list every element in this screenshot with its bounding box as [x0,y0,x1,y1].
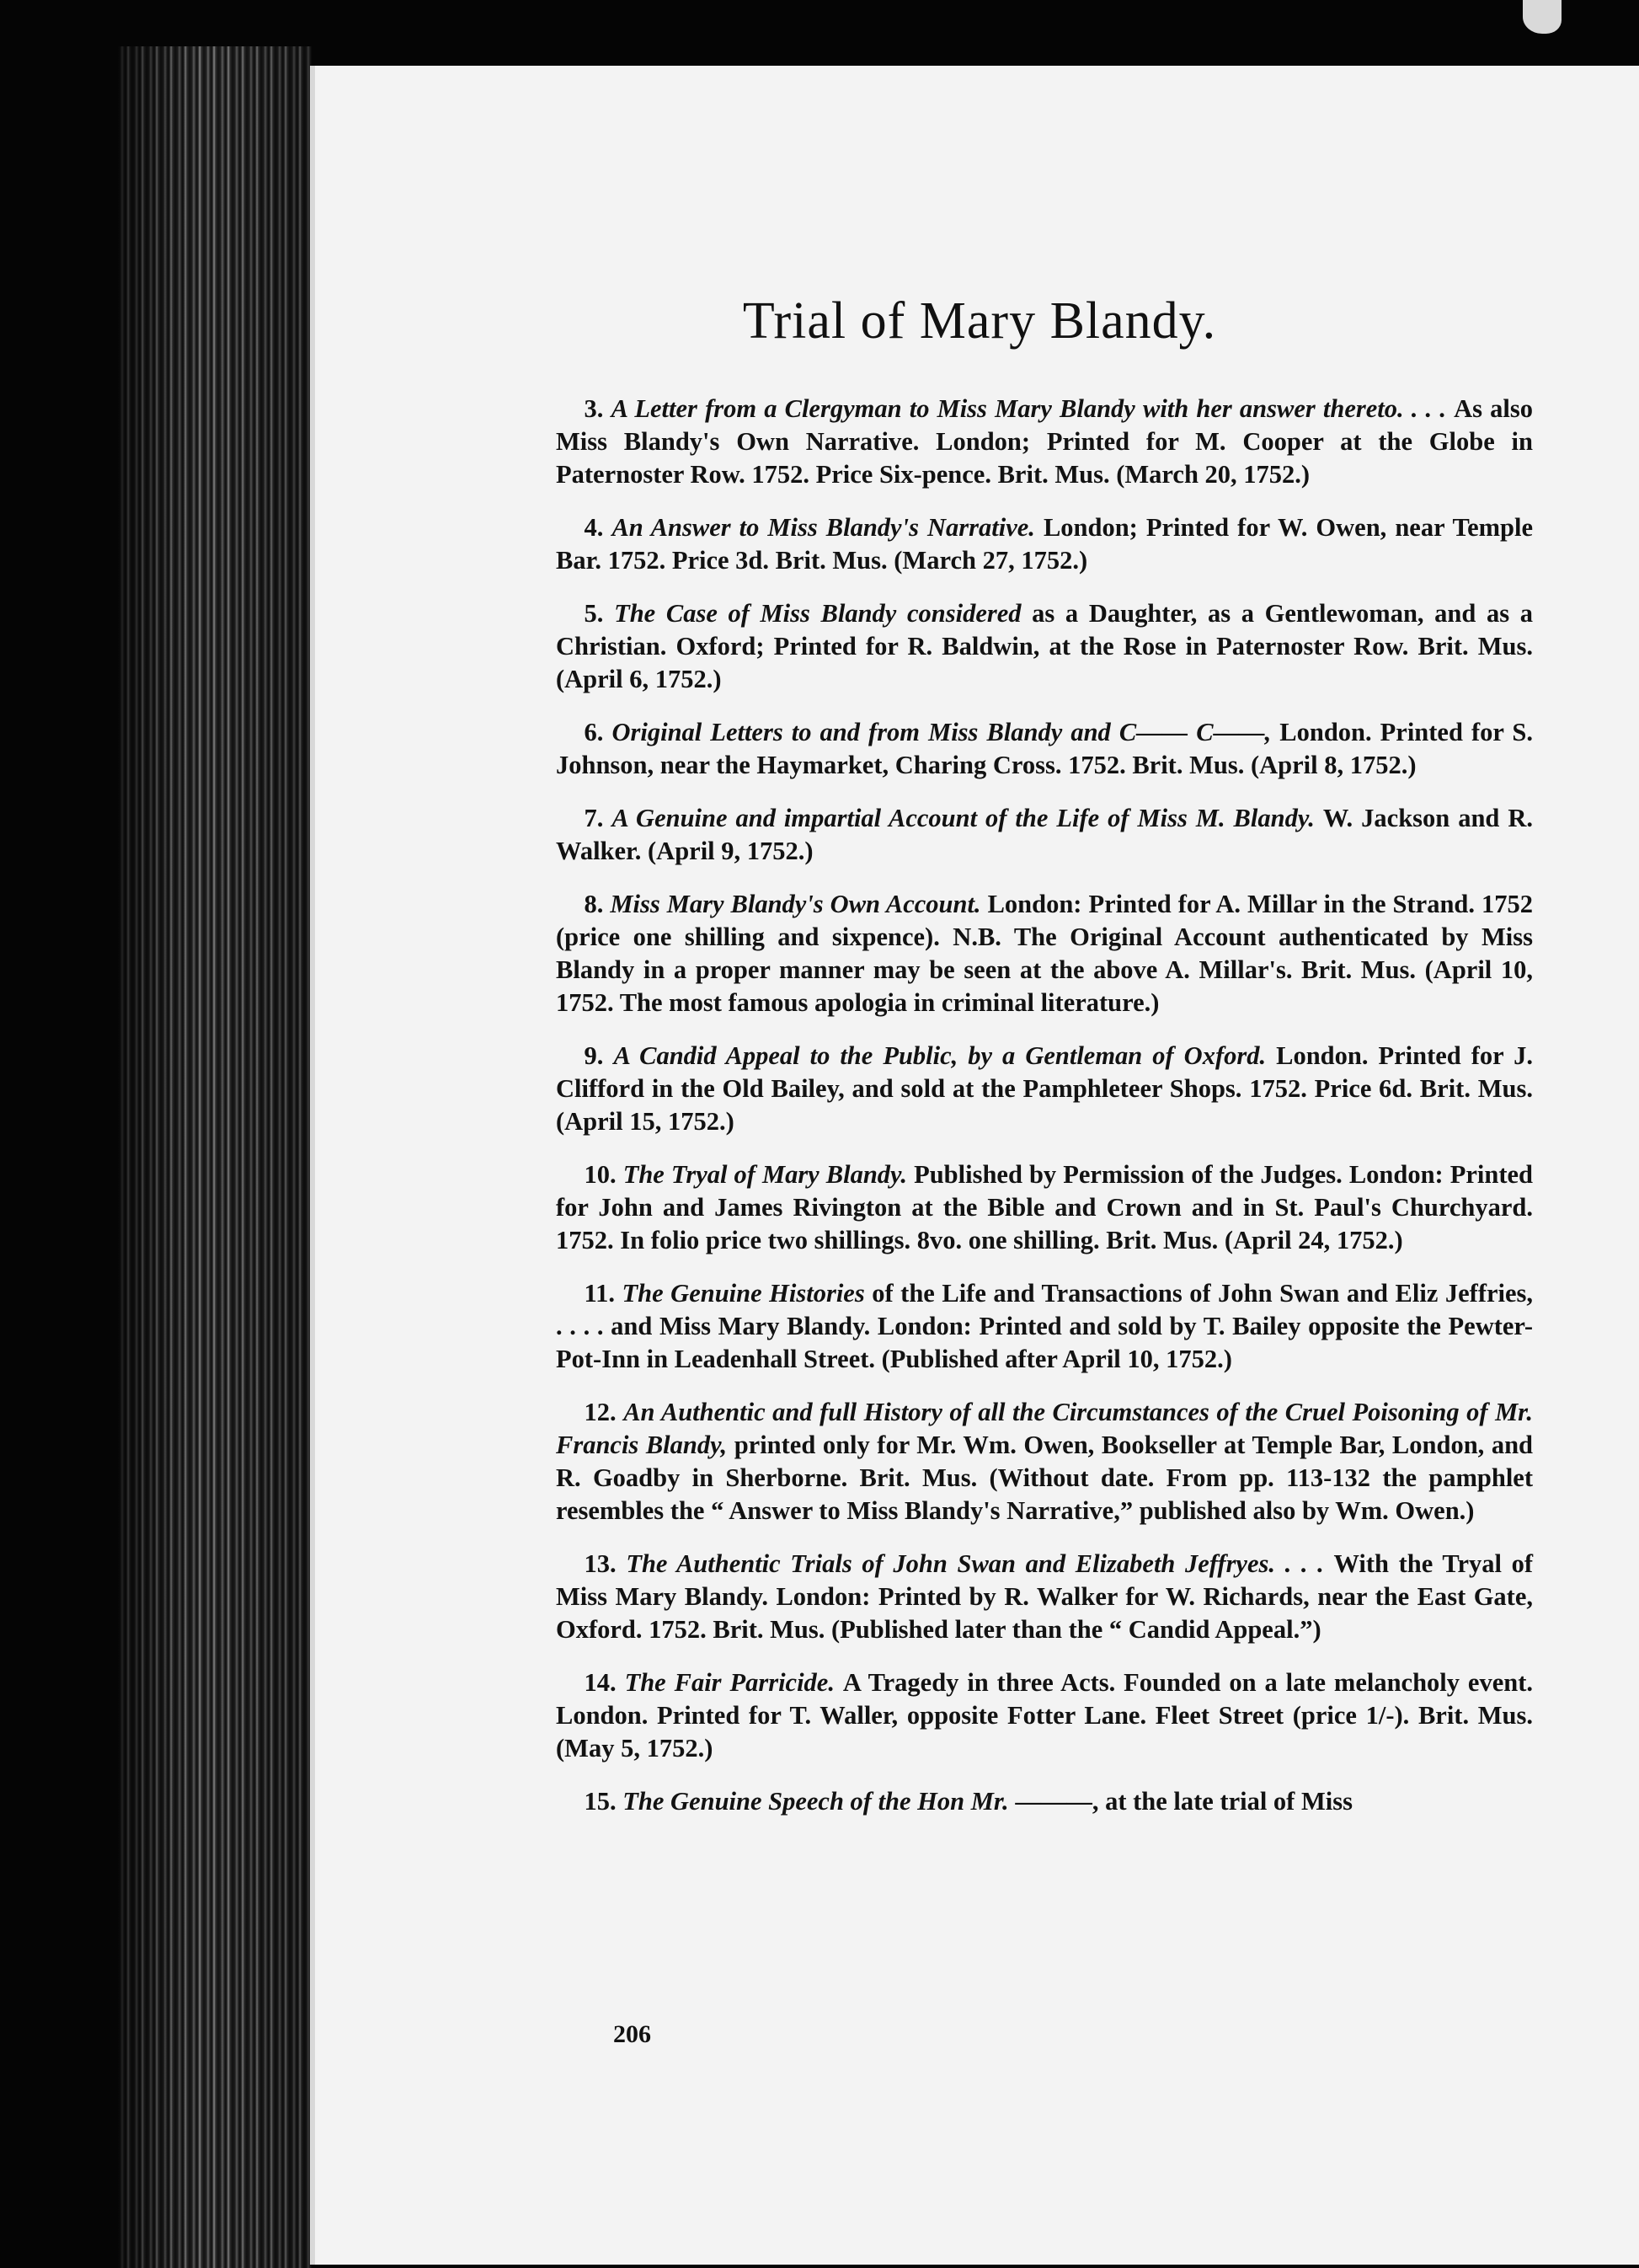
entry-title: Miss Mary Blandy's Own Account. [610,890,981,918]
entry-number: 8. [584,890,604,918]
bibliography-entry [556,1785,1533,1818]
bibliography-entry [556,1040,1533,1138]
entry-text: With the Tryal of Miss Mary Blandy. London: Printed by R. Walker for W. Richards, near the East Gate, Oxford. 1752. Brit. Mus. (Published later than the “ Candid Appeal.”) [556,1549,1533,1644]
entry-number: 14. [584,1668,617,1697]
page-number: 206 [613,2020,651,2048]
entry-title: An Answer to Miss Blandy's Narrative. [611,513,1035,542]
running-title: Trial of Mary Blandy. [742,292,1217,350]
bibliography-entry [556,1158,1533,1257]
bibliography-entry [556,1277,1533,1376]
entry-number: 11. [584,1279,615,1308]
entry-text: ———, at the late trial of Miss [1015,1787,1353,1816]
entry-number: 6. [584,718,604,746]
entry-title: The Authentic Trials of John Swan and Elizabeth Jeffryes. . . . [626,1549,1324,1578]
entry-number: 15. [584,1787,617,1816]
entry-title: The Tryal of Mary Blandy. [622,1160,908,1189]
entry-title: A Genuine and impartial Account of the Life of Miss M. Blandy. [611,804,1315,832]
entry-text: As also Miss Blandy's Own Narrative. London; Printed for M. Cooper at the Globe in Paternoster Row. 1752. Price Six-pence. Brit. Mus. (March 20, 1752.) [556,394,1534,489]
entry-text: London; Printed for W. Owen, near Temple Bar. 1752. Price 3d. Brit. Mus. (March 27, 1752.) [556,513,1534,575]
entry-title: A Letter from a Clergyman to Miss Mary Blandy with her answer thereto. . . . [611,394,1446,423]
bibliography-entry [556,1548,1533,1646]
scan-corner-mark [1523,0,1562,34]
entry-number: 3. [584,394,604,423]
entry-title: The Fair Parricide. [624,1668,835,1697]
entry-text: London. Printed for S. Johnson, near the Haymarket, Charing Cross. 1752. Brit. Mus. (April 8, 1752.) [556,718,1534,779]
entry-number: 4. [584,513,604,542]
entry-text: W. Jackson and R. Walker. (April 9, 1752.) [556,804,1534,865]
entry-text: of the Life and Transactions of John Swan and Eliz Jeffries, . . . . and Miss Mary Blandy. London: Printed and sold by T. Bailey opposite the Pewter-Pot-Inn in Leadenhall Street. (Published after April 10, 1752.) [556,1279,1534,1373]
entry-title: A Candid Appeal to the Public, by a Gentleman of Oxford. [613,1041,1267,1070]
entry-text: A Tragedy in three Acts. Founded on a late melancholy event. London. Printed for T. Waller, opposite Fotter Lane. Fleet Street (price 1/-). Brit. Mus. (May 5, 1752.) [556,1668,1534,1763]
bibliography-entry [556,888,1533,1019]
entry-number: 7. [584,804,604,832]
entry-text: London: Printed for A. Millar in the Strand. 1752 (price one shilling and sixpence). N.B. The Original Account authenticated by Miss Blandy in a proper manner may be seen at the above A. Millar's. Brit. Mus. (April 10, 1752. The most famous apologia in criminal literature.) [556,890,1534,1017]
entry-text: printed only for Mr. Wm. Owen, Bookseller at Temple Bar, London, and R. Goadby in Sherborne. Brit. Mus. (Without date. From pp. 113-132 the pamphlet resembles the “ Answer to Miss Blandy's Narrative,” published also by Wm. Owen.) [556,1431,1534,1525]
bibliography-entry [556,393,1533,491]
bibliography-entry [556,802,1533,868]
book-page [310,66,1639,2265]
entry-number: 5. [584,599,604,628]
entry-title: The Genuine Histories [622,1279,865,1308]
entry-text: Published by Permission of the Judges. London: Printed for John and James Rivington at the Bible and Crown and in St. Paul's Churchyard. 1752. In folio price two shillings. 8vo. one shilling. Brit. Mus. (April 24, 1752.) [556,1160,1533,1254]
bibliography-list [556,393,1533,1838]
entry-text: London. Printed for J. Clifford in the Old Bailey, and sold at the Pamphleteer Shops. 1752. Price 6d. Brit. Mus. (April 15, 1752.) [556,1041,1534,1136]
bibliography-entry [556,716,1533,782]
entry-title: The Genuine Speech of the Hon Mr. [622,1787,1009,1816]
entry-number: 13. [584,1549,617,1578]
entry-number: 12. [584,1398,617,1426]
entry-title: The Case of Miss Blandy considered [614,599,1022,628]
entry-title: An Authentic and full History of all the Circumstances of the Cruel Poisoning of Mr. Francis Blandy, [556,1398,1533,1459]
entry-number: 9. [584,1041,604,1070]
entry-text: as a Daughter, as a Gentlewoman, and as a Christian. Oxford; Printed for R. Baldwin, at the Rose in Paternoster Row. Brit. Mus. (April 6, 1752.) [556,599,1534,693]
bibliography-entry [556,1666,1533,1765]
bibliography-entry [556,1396,1533,1527]
bibliography-entry [556,597,1533,696]
book-spine-shadow [118,46,312,2268]
entry-number: 10. [584,1160,617,1189]
entry-title: Original Letters to and from Miss Blandy and C—— C——, [611,718,1272,746]
bibliography-entry [556,511,1533,577]
